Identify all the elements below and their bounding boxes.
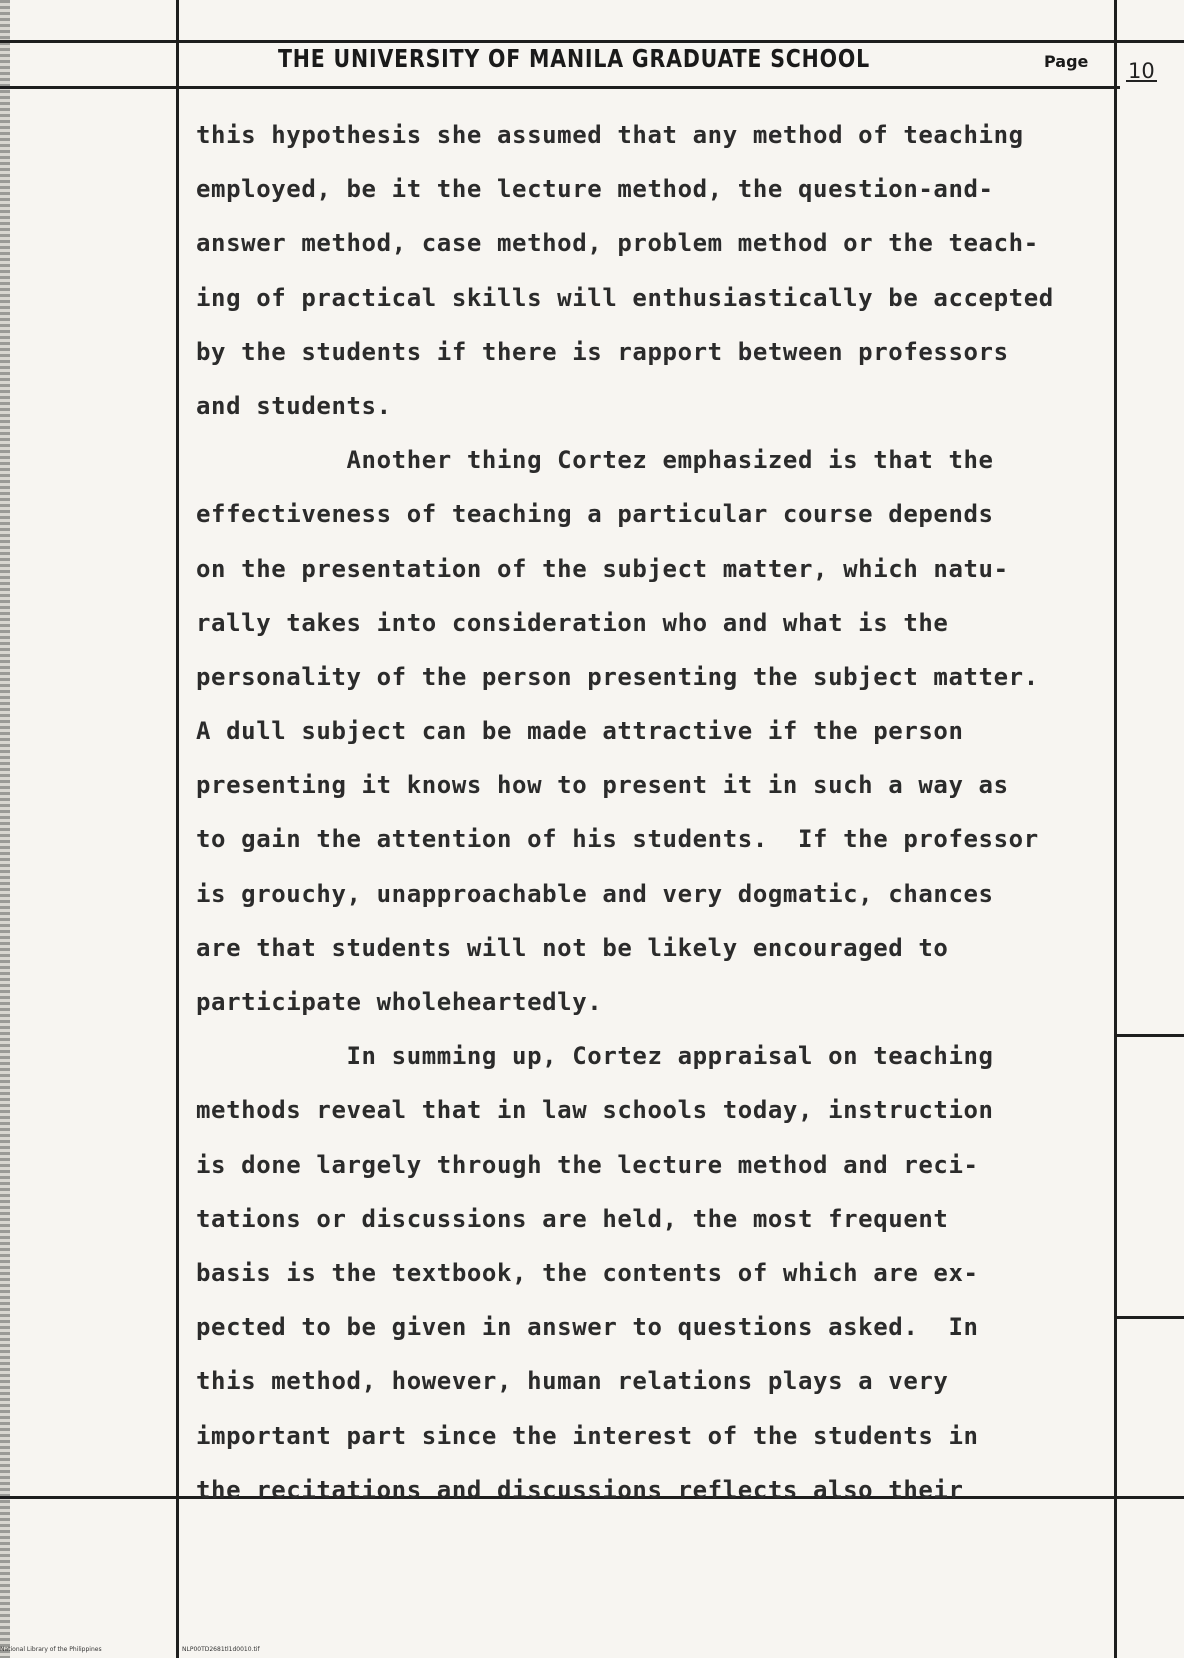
text-line: participate wholeheartedly.	[196, 988, 603, 1016]
text-line: presenting it knows how to present it in such a way as	[196, 771, 1009, 800]
text-line: this hypothesis she assumed that any method of teaching	[196, 121, 1024, 149]
header-rule-top	[0, 40, 1184, 43]
text-line: Another thing Cortez emphasized is that the	[196, 446, 994, 475]
text-line: and students.	[196, 391, 392, 420]
text-line: effectiveness of teaching a particular course depends	[196, 500, 994, 529]
text-line: personality of the person presenting the subject matter.	[196, 662, 1039, 691]
footer-library-name: National Library of the Philippines	[0, 1646, 102, 1653]
header-rule-bottom	[0, 86, 1120, 89]
text-line: by the students if there is rapport between professors	[196, 337, 1009, 366]
text-line: important part since the interest of the students in	[196, 1421, 979, 1450]
text-line: are that students will not be likely encouraged to	[196, 933, 949, 962]
scan-footer	[0, 1646, 260, 1653]
text-line: A dull subject can be made attractive if the person	[196, 717, 964, 746]
text-line: on the presentation of the subject matter, which natu-	[196, 554, 1009, 583]
text-line: In summing up, Cortez appraisal on teaching	[196, 1042, 994, 1071]
text-line: ing of practical skills will enthusiastically be accepted	[196, 283, 1054, 312]
text-line: tations or discussions are held, the most frequent	[196, 1204, 949, 1233]
text-line: pected to be given in answer to questions asked. In	[196, 1313, 979, 1342]
text-line: rally takes into consideration who and what is the	[196, 608, 949, 637]
left-margin-rule	[176, 0, 179, 1658]
page-number: 10	[1128, 59, 1155, 83]
text-line: the recitations and discussions reflects also their	[196, 1475, 964, 1504]
text-line: is grouchy, unapproachable and very dogmatic, chances	[196, 879, 994, 908]
page-label: Page	[1044, 52, 1089, 71]
text-line: to gain the attention of his students. If the professor	[196, 825, 1039, 854]
typed-body-text	[196, 108, 1126, 1517]
footer-file-name: NLP00TD2681tl1d0010.tif	[182, 1646, 260, 1653]
right-column-rule-2	[1117, 1316, 1184, 1319]
institution-title: THE UNIVERSITY OF MANILA GRADUATE SCHOOL	[278, 44, 871, 73]
text-line: methods reveal that in law schools today, instruction	[196, 1096, 994, 1125]
scan-edge	[0, 0, 10, 1658]
right-column-rule-1	[1117, 1034, 1184, 1037]
text-line: this method, however, human relations plays a very	[196, 1367, 949, 1396]
text-line: employed, be it the lecture method, the question-and-	[196, 175, 994, 204]
text-line: is done largely through the lecture method and reci-	[196, 1150, 979, 1179]
text-line: answer method, case method, problem method or the teach-	[196, 229, 1039, 258]
text-line: basis is the textbook, the contents of which are ex-	[196, 1258, 979, 1287]
